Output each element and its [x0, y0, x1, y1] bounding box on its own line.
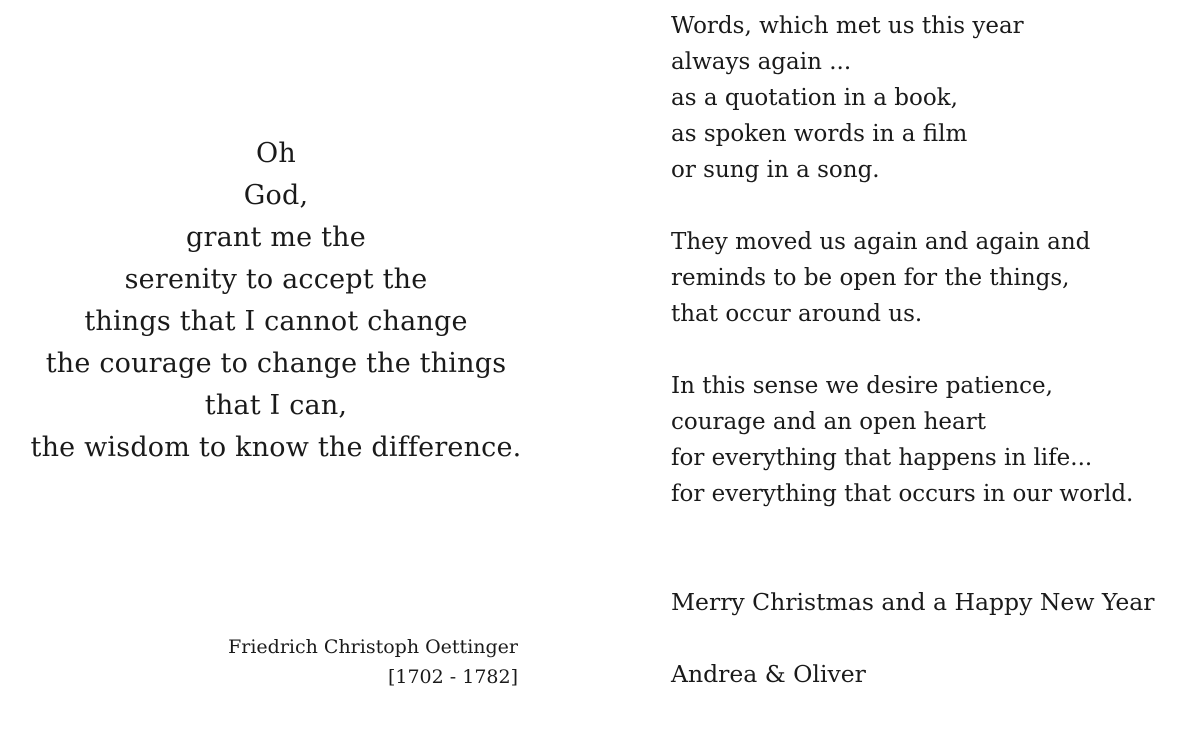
author-name: Friedrich Christoph Oettinger	[228, 636, 518, 658]
message-line: In this sense we desire patience,	[671, 373, 1053, 399]
signature: Andrea & Oliver	[671, 660, 866, 688]
prayer-line: Oh	[256, 138, 296, 169]
prayer-line: that I can,	[204, 390, 348, 421]
message-line: for everything that occurs in our world.	[671, 481, 1134, 507]
holiday-greeting: Merry Christmas and a Happy New Year	[671, 588, 1155, 616]
message-stanza-3	[671, 368, 1171, 512]
message-line: that occur around us.	[671, 301, 923, 327]
prayer-line: grant me the	[186, 222, 366, 253]
prayer-line: serenity to accept the	[124, 264, 428, 295]
message-stanza-1	[671, 8, 1171, 188]
message-stanza-2	[671, 224, 1171, 332]
message-line: They moved us again and again and	[671, 229, 1091, 255]
message-line: for everything that happens in life...	[671, 445, 1093, 471]
prayer-line: God,	[243, 180, 309, 211]
message-line: as a quotation in a book,	[671, 85, 958, 111]
serenity-prayer	[20, 133, 532, 469]
message-text	[671, 8, 1171, 548]
prayer-line: the wisdom to know the difference.	[30, 432, 522, 463]
message-line: or sung in a song.	[671, 157, 880, 183]
message-line: as spoken words in a film	[671, 121, 968, 147]
prayer-attribution	[150, 632, 518, 692]
prayer-line: things that I cannot change	[84, 306, 468, 337]
prayer-line: the courage to change the things	[45, 348, 507, 379]
author-years: [1702 - 1782]	[387, 666, 518, 688]
message-line: always again ...	[671, 49, 852, 75]
message-line: Words, which met us this year	[671, 13, 1024, 39]
message-line: reminds to be open for the things,	[671, 265, 1070, 291]
message-line: courage and an open heart	[671, 409, 986, 435]
